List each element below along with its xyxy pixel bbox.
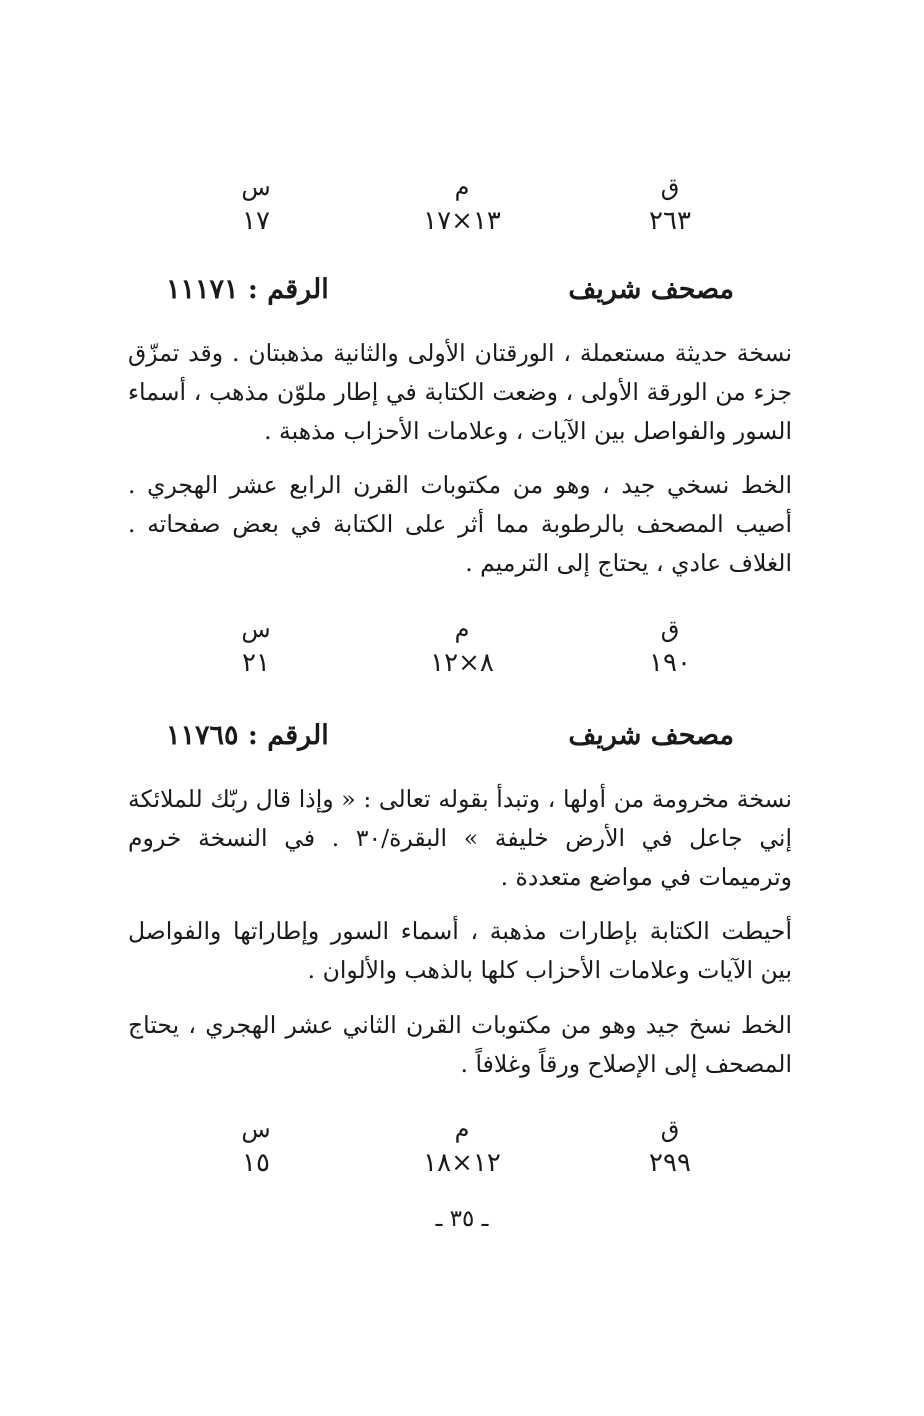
entry1-number: الرقم : ١١١٧١ bbox=[166, 274, 329, 305]
page-number: ـ ٣٥ ـ bbox=[435, 1206, 489, 1232]
lines-label: س bbox=[241, 615, 271, 643]
entry1-title-row bbox=[0, 270, 924, 314]
meta-col-leaves bbox=[600, 172, 740, 238]
leaves-value: ٢٦٣ bbox=[649, 206, 691, 236]
entry2-number: الرقم : ١١٧٦٥ bbox=[166, 720, 329, 751]
lines-value: ١٧ bbox=[242, 206, 270, 236]
size-label: م bbox=[454, 615, 470, 643]
entry2-heading: مصحف شريف bbox=[568, 720, 734, 751]
entry1-heading: مصحف شريف bbox=[568, 274, 734, 305]
entry2-title-row bbox=[0, 716, 924, 760]
size-label: م bbox=[454, 173, 470, 201]
meta-col-size bbox=[392, 172, 532, 238]
size-label: م bbox=[454, 1115, 470, 1143]
entry2-paragraph-2: أحيطت الكتابة بإطارات مذهبة ، أسماء السور وإطاراتها والفواصل بين الآيات وعلامات الأحزاب كلها بالذهب والألوان . bbox=[128, 917, 792, 984]
size-value: ١٢×١٨ bbox=[423, 1148, 501, 1178]
meta-col-lines bbox=[186, 1114, 326, 1180]
leaves-label: ق bbox=[660, 1115, 680, 1143]
leaves-label: ق bbox=[660, 173, 680, 201]
meta-col-lines bbox=[186, 614, 326, 680]
lines-label: س bbox=[241, 1115, 271, 1143]
leaves-value: ١٩٠ bbox=[649, 648, 691, 678]
entry1-paragraph-2: الخط نسخي جيد ، وهو من مكتوبات القرن الرابع عشر الهجري . أصيب المصحف بالرطوبة مما أثر على الكتابة في بعض صفحاته . الغلاف عادي ، يحتاج إلى الترميم . bbox=[128, 471, 792, 577]
entry2-paragraph-3: الخط نسخ جيد وهو من مكتوبات القرن الثاني عشر الهجري ، يحتاج المصحف إلى الإصلاح ورقاً وغلافاً . bbox=[128, 1011, 792, 1078]
meta-col-lines bbox=[186, 172, 326, 238]
meta-col-leaves bbox=[600, 614, 740, 680]
entry1-meta-block bbox=[0, 614, 924, 684]
entry1-paragraph-1: نسخة حديثة مستعملة ، الورقتان الأولى والثانية مذهبتان . وقد تمزّق جزء من الورقة الأولى ، وضعت الكتابة في إطار ملوّن مذهب ، أسماء السور والفواصل بين الآيات ، وعلامات الأحزاب مذهبة . bbox=[128, 339, 792, 445]
entry2-meta-block bbox=[0, 1114, 924, 1184]
size-value: ٨×١٢ bbox=[430, 648, 494, 678]
meta-col-leaves bbox=[600, 1114, 740, 1180]
entry2-paragraph-1: نسخة مخرومة من أولها ، وتبدأ بقوله تعالى : « وإذا قال ربّك للملائكة إني جاعل في الأرض خليفة » البقرة/٣٠ . في النسخة خروم وترميمات في مواضع متعددة . bbox=[128, 785, 793, 891]
lines-value: ١٥ bbox=[242, 1148, 270, 1178]
size-value: ١٣×١٧ bbox=[423, 206, 501, 236]
leaves-label: ق bbox=[660, 615, 680, 643]
meta-col-size bbox=[392, 614, 532, 680]
lines-label: س bbox=[241, 173, 271, 201]
lines-value: ٢١ bbox=[242, 648, 270, 678]
leaves-value: ٢٩٩ bbox=[649, 1148, 691, 1178]
meta-block-top bbox=[0, 172, 924, 242]
meta-col-size bbox=[392, 1114, 532, 1180]
